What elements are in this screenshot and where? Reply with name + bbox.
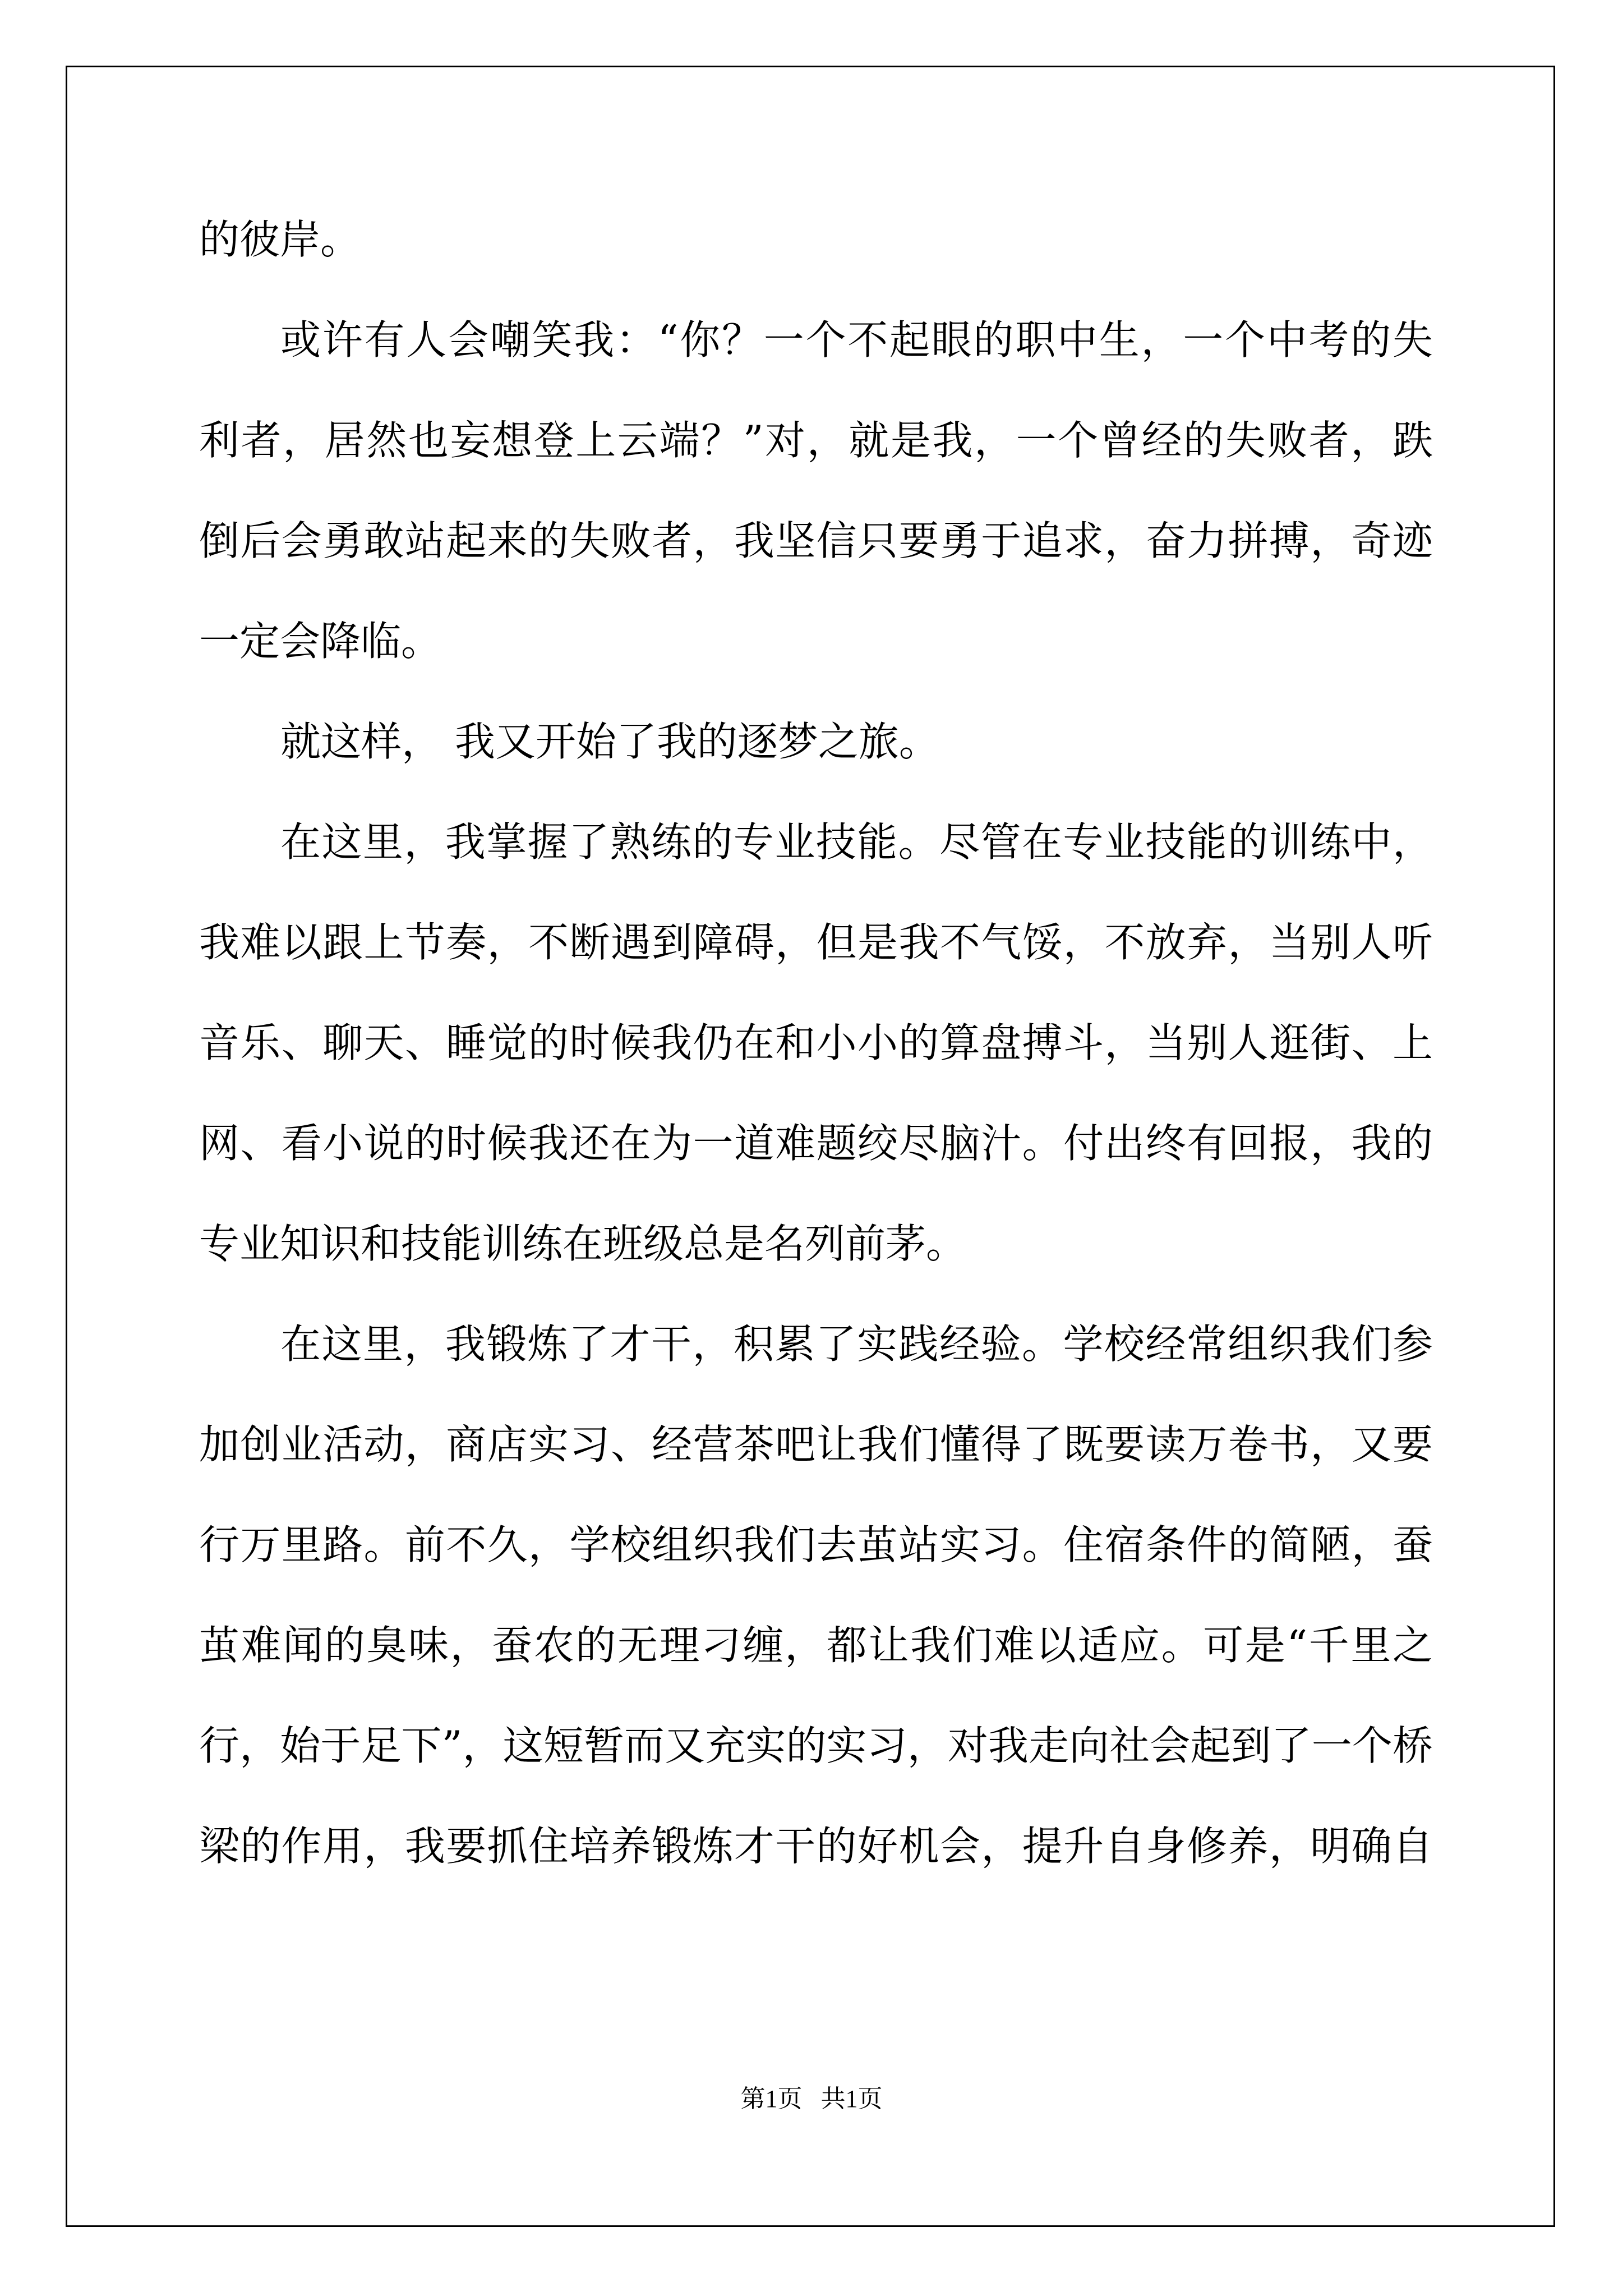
text-line: 音乐、聊天、睡觉的时候我仍在和小小的算盘搏斗，当别人逛街、上 <box>199 1019 1433 1066</box>
text-line: 加创业活动，商店实习、经营茶吧让我们懂得了既要读万卷书，又要 <box>199 1421 1433 1468</box>
text-line: 利者，居然也妄想登上云端？”对，就是我，一个曾经的失败者，跌 <box>199 417 1433 464</box>
text-line: 网、看小说的时候我还在为一道难题绞尽脑汁。付出终有回报，我的 <box>199 1120 1433 1167</box>
text-line: 专业知识和技能训练在班级总是名列前茅。 <box>199 1220 967 1267</box>
text-line: 在这里，我掌握了熟练的专业技能。尽管在专业技能的训练中， <box>280 818 1433 866</box>
page-footer <box>0 2082 1623 2116</box>
text-line: 梁的作用，我要抓住培养锻炼才干的好机会，提升自身修养，明确自 <box>199 1823 1433 1870</box>
text-line: 一定会降临。 <box>199 618 442 665</box>
text-line: 或许有人会嘲笑我：“你？一个不起眼的职中生，一个中考的失 <box>280 316 1433 364</box>
text-line: 就这样， 我又开始了我的逐梦之旅。 <box>280 718 939 765</box>
text-line: 行，始于足下”，这短暂而又充实的实习，对我走向社会起到了一个桥 <box>199 1722 1433 1769</box>
text-line: 行万里路。前不久，学校组织我们去茧站实习。住宿条件的简陋，蚕 <box>199 1521 1433 1568</box>
text-line: 茧难闻的臭味，蚕农的无理刁缠，都让我们难以适应。可是“千里之 <box>199 1622 1433 1669</box>
text-line: 在这里，我锻炼了才干，积累了实践经验。学校经常组织我们参 <box>280 1320 1433 1368</box>
text-line: 倒后会勇敢站起来的失败者，我坚信只要勇于追求，奋力拼搏，奇迹 <box>199 517 1433 564</box>
text-line: 的彼岸。 <box>199 216 361 263</box>
page-number: 第1页 共1页 <box>740 2085 883 2113</box>
text-line: 我难以跟上节奏，不断遇到障碍，但是我不气馁，不放弃，当别人听 <box>199 919 1433 966</box>
